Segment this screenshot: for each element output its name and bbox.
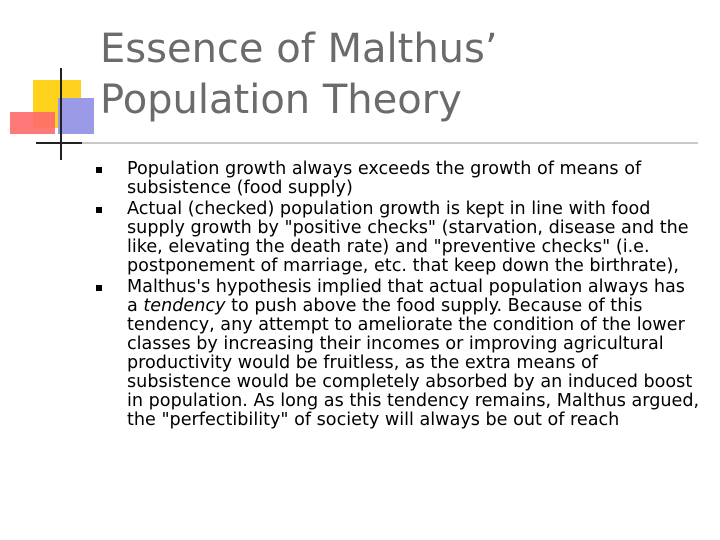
square-bullet-icon	[96, 207, 102, 213]
title-underline-accent	[36, 142, 82, 144]
square-bullet-icon	[96, 167, 102, 173]
slide-title: Essence of Malthus’ Population Theory	[100, 26, 498, 123]
bullet-emphasis: tendency	[143, 296, 226, 316]
title-underline	[36, 142, 698, 144]
bullet-item	[92, 200, 700, 276]
decorative-blue-square	[58, 98, 94, 134]
bullet-item	[92, 160, 700, 198]
square-bullet-icon	[96, 285, 102, 291]
bullet-text: Actual (checked) population growth is kept in line with food supply growth by "positive checks" (starvation, disease and the like, elevating the death rate) and "preventive checks" (i.e. postponement of marriage, etc. that keep down the birthrate),	[127, 199, 689, 276]
bullet-text-end: to push above the food supply. Because of this tendency, any attempt to ameliorate the condition of the lower classes by increasing their incomes or improving agricultural productivity would be fruitless, as the extra means of subsistence would be completely absorbed by an induced boost in population. As long as this tendency remains, Malthus argued, the "perfectibility" of society will always be out of reach	[127, 296, 700, 430]
decorative-vertical-line	[60, 68, 62, 160]
bullet-text: Population growth always exceeds the growth of means of subsistence (food supply)	[127, 159, 642, 198]
bullet-list	[92, 160, 700, 432]
bullet-item	[92, 278, 700, 430]
decorative-red-bar	[10, 112, 55, 134]
bullet-text-start: Malthus's hypothesis implied that actual population always has a	[127, 277, 685, 316]
